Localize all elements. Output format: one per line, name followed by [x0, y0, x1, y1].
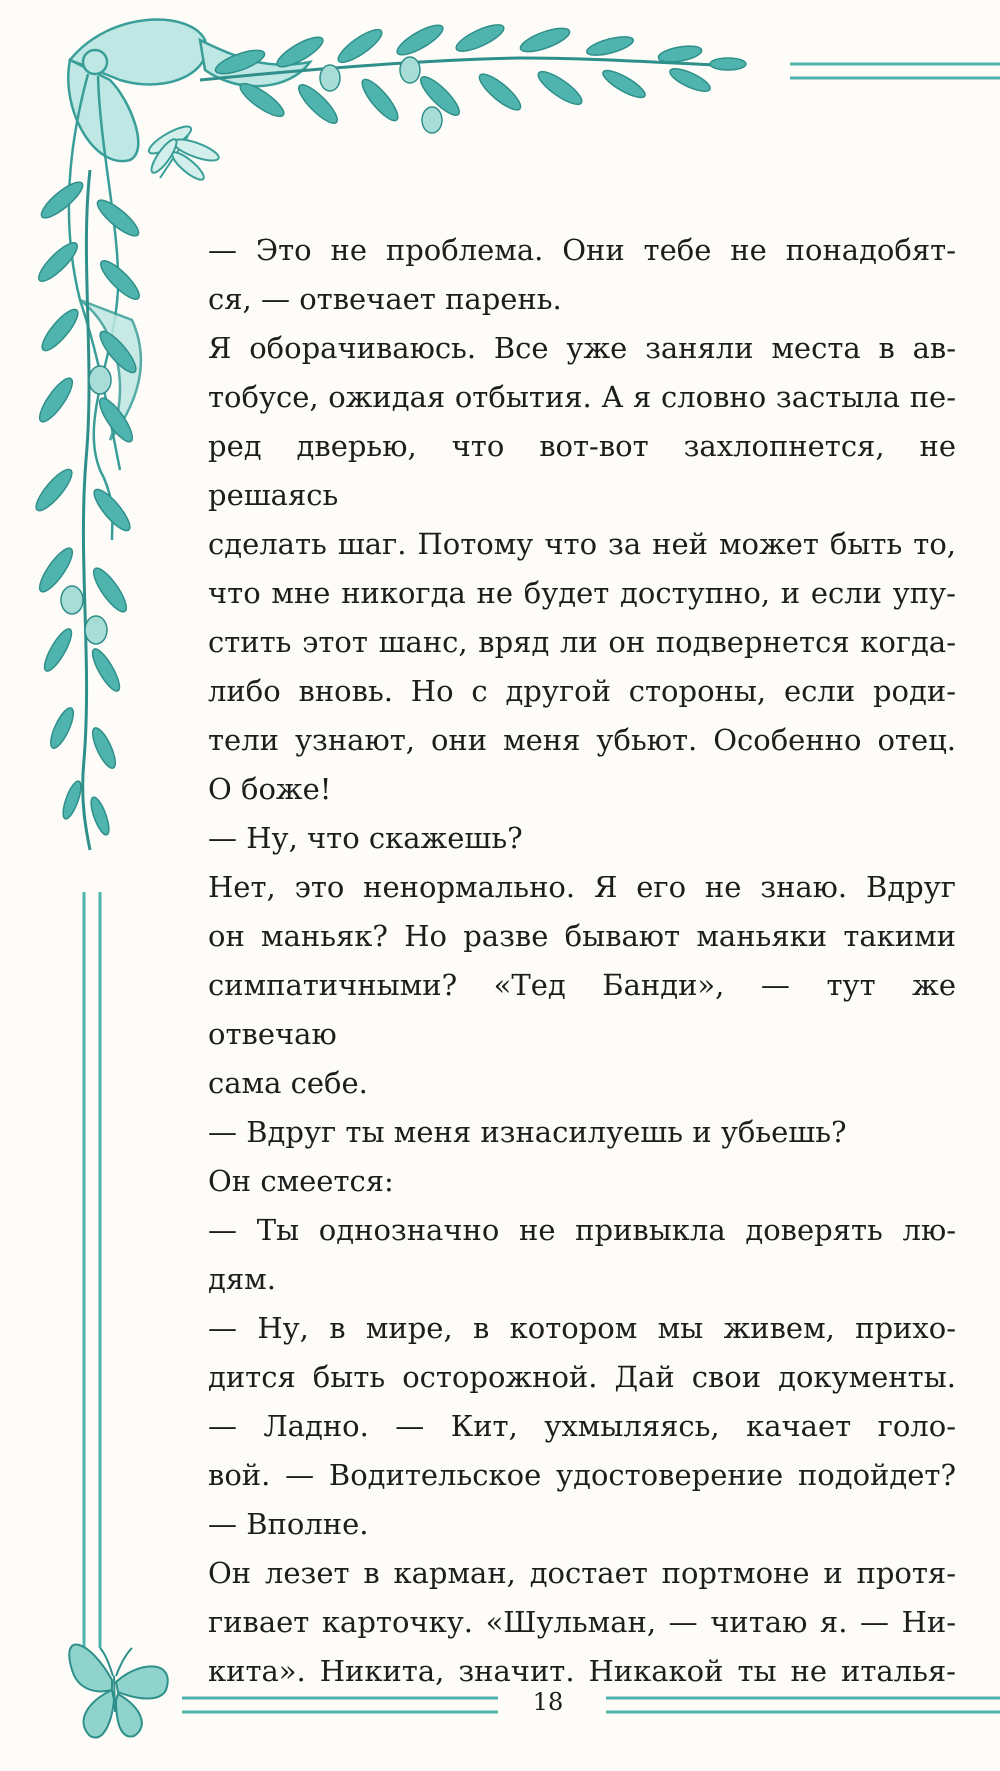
bottom-rule [182, 1698, 1000, 1712]
text-line: ред дверью, что вот-вот захлопнется, не решаясь [208, 429, 956, 512]
text-line: вой. — Водительское удостоверение подойдет? [208, 1458, 956, 1492]
text-line: Он лезет в карман, достает портмоне и протя- [208, 1556, 956, 1590]
text-line: он маньяк? Но разве бывают маньяки такими [208, 919, 956, 953]
text-line: дям. [208, 1262, 276, 1296]
text-line: ся, — отвечает парень. [208, 282, 562, 316]
text-line: О боже! [208, 772, 332, 806]
body-text [208, 226, 956, 1696]
top-rule [790, 64, 1000, 78]
text-line: — Ты однозначно не привыкла доверять лю- [208, 1213, 956, 1247]
text-line: гивает карточку. «Шульман, — читаю я. — Ни- [208, 1605, 956, 1639]
text-line: Он смеется: [208, 1164, 394, 1198]
text-line: Нет, это ненормально. Я его не знаю. Вдруг [208, 870, 956, 904]
text-line: — Это не проблема. Они тебе не понадобят- [208, 233, 956, 267]
text-line: — Вполне. [208, 1507, 369, 1541]
olive-branch-icon [31, 170, 144, 850]
butterfly-icon [69, 1645, 167, 1738]
text-line: сама себе. [208, 1066, 368, 1100]
page-number: 18 [532, 1688, 564, 1716]
text-line: Я оборачиваюсь. Все уже заняли места в ав- [208, 331, 956, 365]
text-line: что мне никогда не будет доступно, и если упу- [208, 576, 956, 610]
text-line: сделать шаг. Потому что за ней может быть то, [208, 527, 956, 561]
text-line: — Ладно. — Кит, ухмыляясь, качает голо- [208, 1409, 956, 1443]
text-line: — Вдруг ты меня изнасилуешь и убьешь? [208, 1115, 847, 1149]
text-line: тобусе, ожидая отбытия. А я словно застыла пе- [208, 380, 956, 414]
text-line: дится быть осторожной. Дай свои документы. [208, 1360, 956, 1394]
text-line: — Ну, что скажешь? [208, 821, 523, 855]
text-line: стить этот шанс, вряд ли он подвернется когда- [208, 625, 956, 659]
text-line: либо вновь. Но с другой стороны, если роди- [208, 674, 956, 708]
text-line: тели узнают, они меня убьют. Особенно отец. [208, 723, 956, 757]
dragonfly-icon [146, 122, 221, 184]
text-line: симпатичными? «Тед Банди», — тут же отвечаю [208, 968, 956, 1051]
left-rule [84, 892, 100, 1648]
text-line: — Ну, в мире, в котором мы живем, прихо- [208, 1311, 956, 1345]
text-line: кита». Никита, значит. Никакой ты не италья- [208, 1654, 956, 1688]
